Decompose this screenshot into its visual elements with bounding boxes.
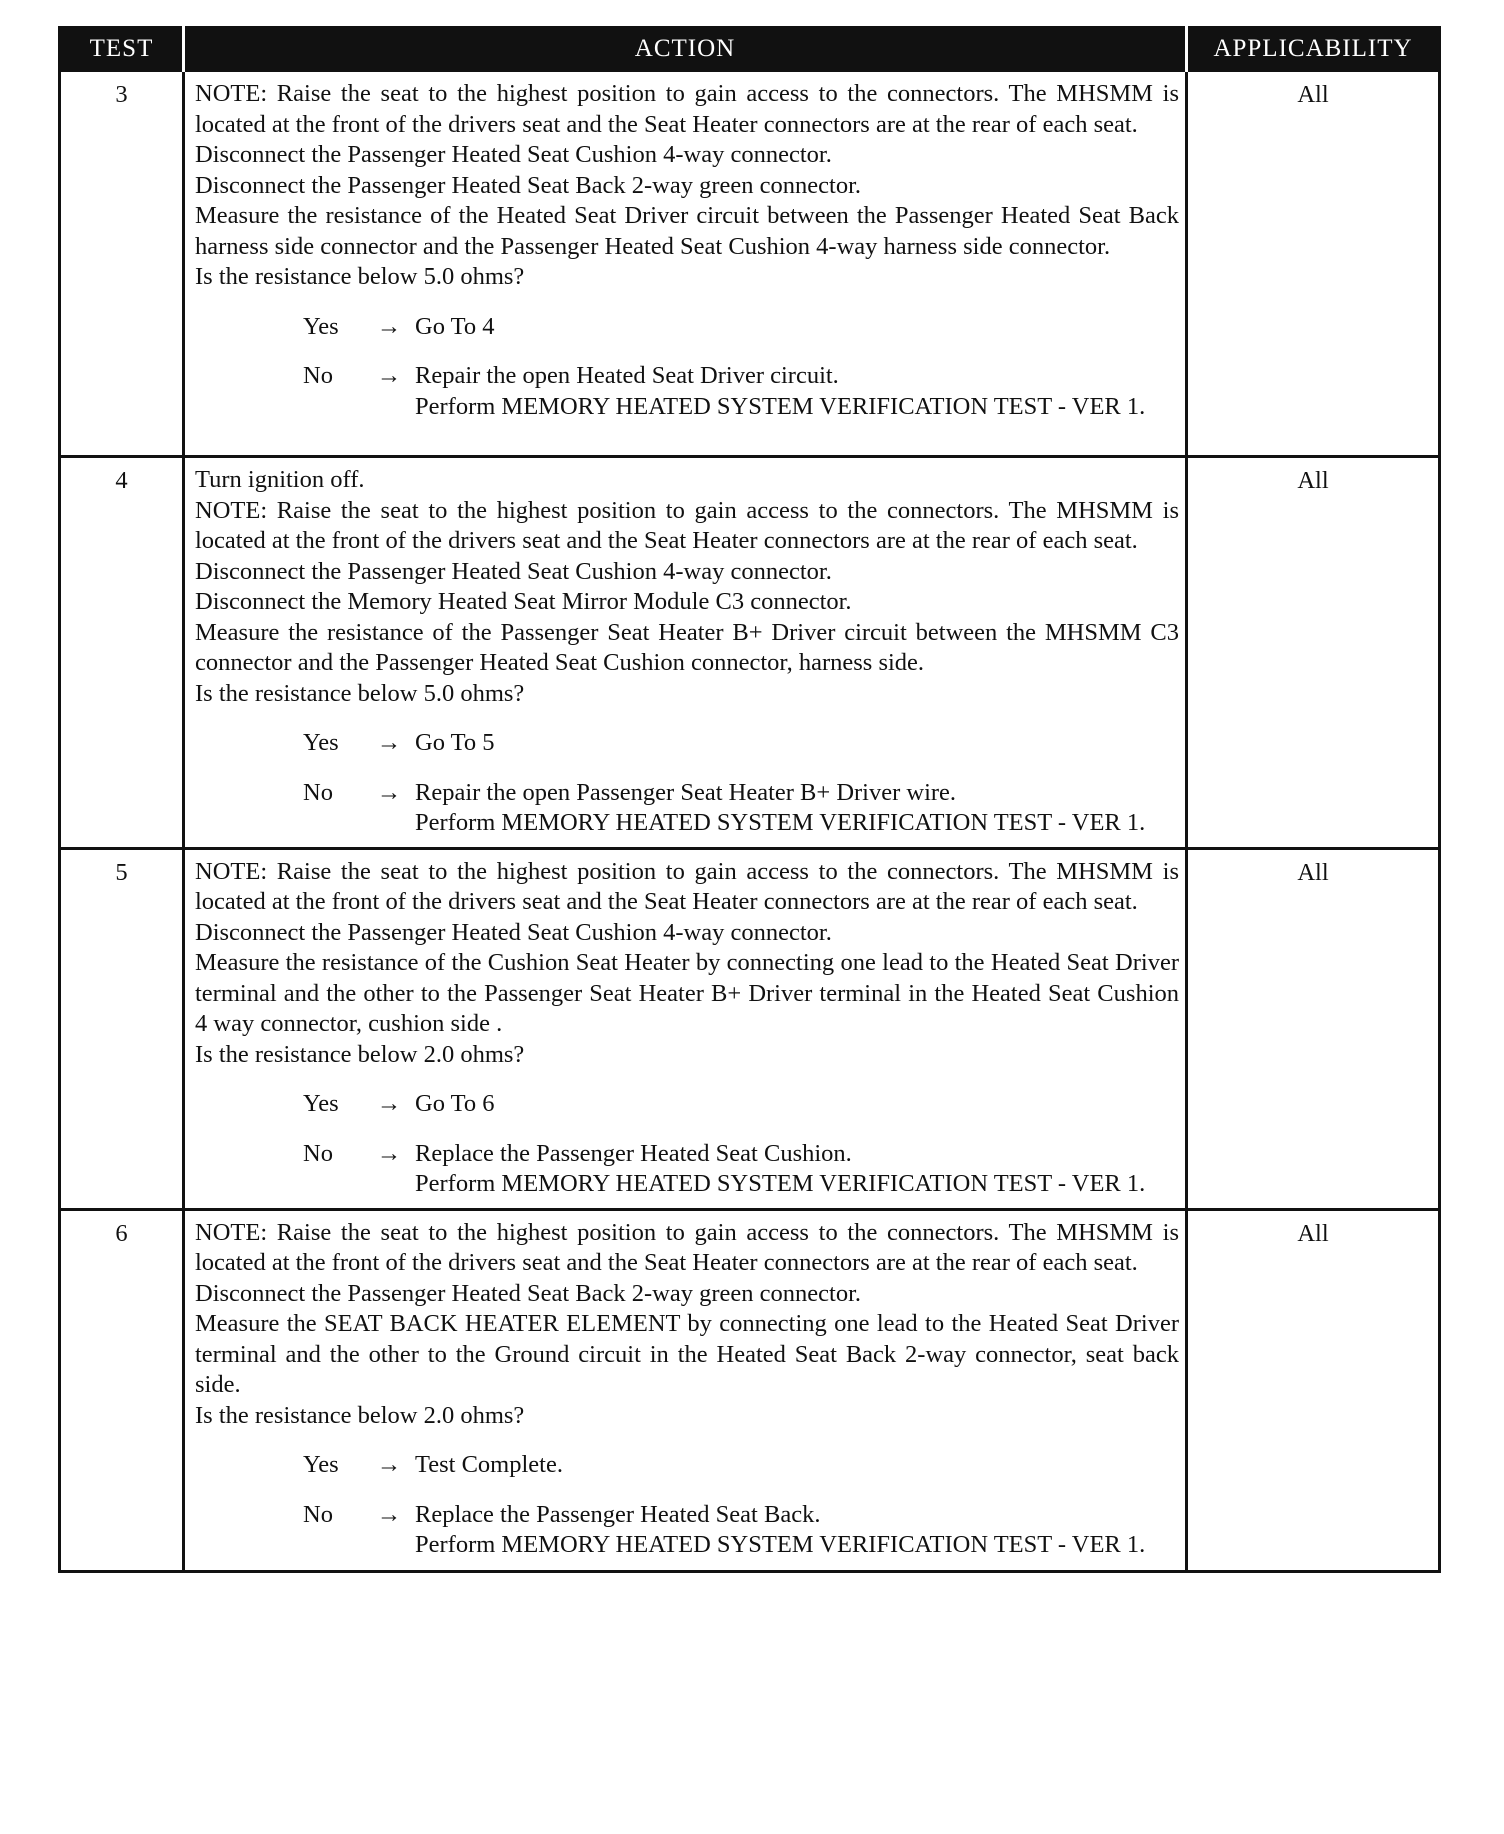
outcome-yes <box>195 728 1179 759</box>
action-instruction: Disconnect the Memory Heated Seat Mirror Module C3 connector. <box>195 588 852 615</box>
outcome-text <box>415 1500 1179 1561</box>
action-instruction: NOTE: Raise the seat to the highest position to gain access to the connectors. The MHSMM is located at the front of the drivers seat and the Seat Heater connectors are at the rear of each seat. <box>195 496 1179 554</box>
right-arrow-icon: → <box>376 729 402 756</box>
outcome-no <box>195 361 1179 422</box>
table-row <box>60 848 1440 1209</box>
right-arrow-icon: → <box>376 362 402 389</box>
action-instruction: Disconnect the Passenger Heated Seat Cushion 4-way connector. <box>195 557 832 585</box>
action-instruction: Measure the resistance of the Passenger Seat Heater B+ Driver circuit between the MHSMM C3 connector and the Passenger Heated Seat Cushion connector, harness side. <box>195 618 1179 676</box>
action-instruction: Measure the resistance of the Cushion Seat Heater by connecting one lead to the Heated Seat Driver terminal and the other to the Passenger Seat Heater B+ Driver terminal in the Heated Seat Cushion 4 way connector, cushion side . <box>195 949 1179 1037</box>
outcome-line: Repair the open Heated Seat Driver circuit. <box>415 362 839 389</box>
right-arrow-icon: → <box>376 1139 402 1167</box>
outcome-text <box>415 1139 1179 1200</box>
outcome-line: Go To 5 <box>415 729 495 756</box>
action-instruction: Disconnect the Passenger Heated Seat Back 2-way green connector. <box>195 171 862 199</box>
action-instruction: Measure the resistance of the Heated Seat Driver circuit between the Passenger Heated Seat Back harness side connector and the Passenger Heated Seat Cushion 4-way harness side connector. <box>195 202 1179 260</box>
outcome-line: Replace the Passenger Heated Seat Cushion. <box>415 1139 852 1167</box>
table-row <box>60 457 1440 849</box>
applicability-value: All <box>1187 848 1440 1209</box>
outcome-line: Go To 6 <box>415 1090 495 1117</box>
action-instruction: NOTE: Raise the seat to the highest position to gain access to the connectors. The MHSMM is located at the front of the drivers seat and the Seat Heater connectors are at the rear of each seat. <box>195 857 1179 915</box>
applicability-value: All <box>1187 1209 1440 1571</box>
action-instruction: Disconnect the Passenger Heated Seat Cushion 4-way connector. <box>195 141 832 168</box>
table-header-row <box>60 28 1440 71</box>
outcome-line: Replace the Passenger Heated Seat Back. <box>415 1500 821 1528</box>
action-cell <box>184 1209 1187 1571</box>
header-test: TEST <box>60 28 184 71</box>
applicability-value: All <box>1187 457 1440 849</box>
right-arrow-icon: → <box>376 1090 402 1117</box>
outcome-yes <box>195 1089 1179 1120</box>
outcome-text <box>415 728 1179 759</box>
outcome-text <box>415 1450 1179 1481</box>
action-instruction: Disconnect the Passenger Heated Seat Cushion 4-way connector. <box>195 918 832 946</box>
outcome-label: Yes <box>303 1090 339 1117</box>
outcome-line: Repair the open Passenger Seat Heater B+ Driver wire. <box>415 778 957 806</box>
outcomes <box>195 728 1179 839</box>
action-cell <box>184 457 1187 849</box>
table-body <box>60 71 1440 1572</box>
outcome-yes <box>195 1450 1179 1481</box>
action-cell <box>184 848 1187 1209</box>
outcome-text <box>415 778 1179 839</box>
test-number: 4 <box>60 457 184 849</box>
action-instruction: NOTE: Raise the seat to the highest position to gain access to the connectors. The MHSMM is located at the front of the drivers seat and the Seat Heater connectors are at the rear of each seat. <box>195 80 1179 138</box>
test-number: 6 <box>60 1209 184 1571</box>
outcome-label: No <box>303 1139 333 1167</box>
outcome-line: Perform MEMORY HEATED SYSTEM VERIFICATION TEST - VER 1. <box>415 392 1146 420</box>
header-action: ACTION <box>184 28 1187 71</box>
table-row <box>60 71 1440 457</box>
right-arrow-icon: → <box>376 312 402 340</box>
outcome-no <box>195 1139 1179 1200</box>
action-instruction: Is the resistance below 2.0 ohms? <box>195 1401 525 1429</box>
action-instruction: Is the resistance below 5.0 ohms? <box>195 679 525 707</box>
outcome-label: No <box>303 1500 333 1528</box>
outcomes <box>195 1450 1179 1561</box>
outcome-yes <box>195 312 1179 343</box>
action-instruction: Measure the SEAT BACK HEATER ELEMENT by connecting one lead to the Heated Seat Driver terminal and the other to the Ground circuit in the Heated Seat Back 2-way connector, seat back side. <box>195 1310 1179 1398</box>
outcome-line: Perform MEMORY HEATED SYSTEM VERIFICATION TEST - VER 1. <box>415 1531 1146 1558</box>
action-instruction: NOTE: Raise the seat to the highest position to gain access to the connectors. The MHSMM is located at the front of the drivers seat and the Seat Heater connectors are at the rear of each seat. <box>195 1218 1179 1276</box>
test-number: 3 <box>60 71 184 457</box>
header-applicability: APPLICABILITY <box>1187 28 1440 71</box>
outcome-line: Perform MEMORY HEATED SYSTEM VERIFICATION TEST - VER 1. <box>415 809 1146 836</box>
outcomes <box>195 1089 1179 1200</box>
outcome-label: Yes <box>303 312 339 340</box>
outcome-text <box>415 361 1179 422</box>
outcome-label: Yes <box>303 1451 339 1478</box>
action-instruction: Is the resistance below 2.0 ohms? <box>195 1040 525 1068</box>
right-arrow-icon: → <box>376 1500 402 1528</box>
action-instruction: Is the resistance below 5.0 ohms? <box>195 263 525 290</box>
outcomes <box>195 312 1179 423</box>
action-instruction: Turn ignition off. <box>195 466 365 493</box>
outcome-label: No <box>303 362 333 389</box>
right-arrow-icon: → <box>376 1451 402 1478</box>
outcome-no <box>195 1500 1179 1561</box>
table-row <box>60 1209 1440 1571</box>
right-arrow-icon: → <box>376 778 402 806</box>
outcome-line: Test Complete. <box>415 1451 563 1478</box>
outcome-text <box>415 312 1179 343</box>
outcome-label: Yes <box>303 729 339 756</box>
outcome-line: Perform MEMORY HEATED SYSTEM VERIFICATION TEST - VER 1. <box>415 1170 1146 1197</box>
applicability-value: All <box>1187 71 1440 457</box>
diagnostic-test-table <box>58 26 1441 1573</box>
diagnostic-page <box>58 26 1438 1573</box>
outcome-label: No <box>303 778 333 806</box>
test-number: 5 <box>60 848 184 1209</box>
action-cell <box>184 71 1187 457</box>
outcome-line: Go To 4 <box>415 312 495 340</box>
outcome-no <box>195 778 1179 839</box>
outcome-text <box>415 1089 1179 1120</box>
action-instruction: Disconnect the Passenger Heated Seat Back 2-way green connector. <box>195 1279 862 1307</box>
